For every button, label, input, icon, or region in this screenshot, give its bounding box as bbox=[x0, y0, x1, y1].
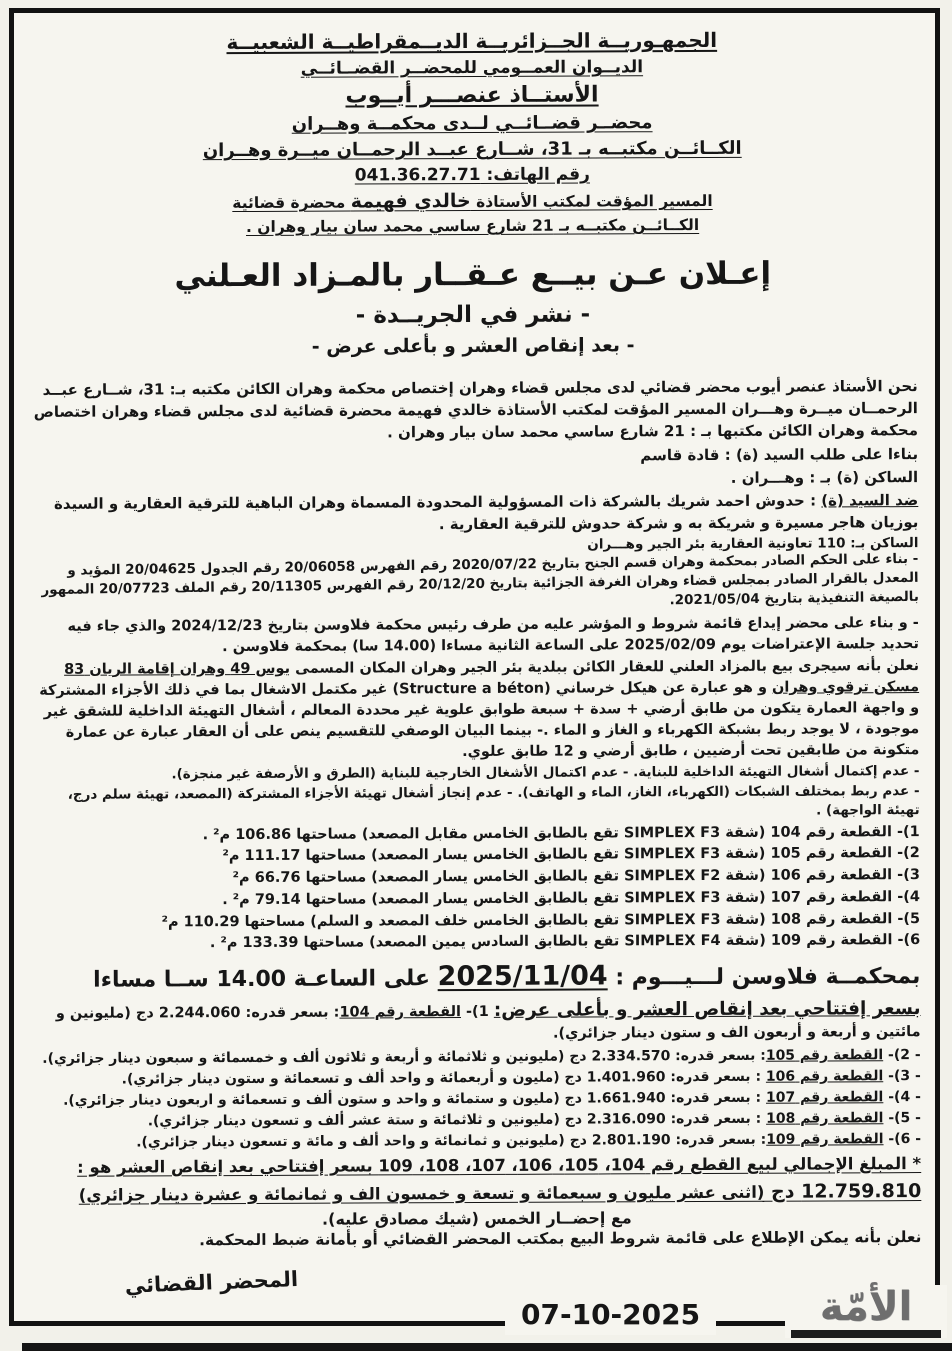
price-105-number: - 2)- bbox=[883, 1046, 921, 1064]
auction-court-date-line bbox=[31, 959, 920, 994]
total-amount-block bbox=[32, 1152, 921, 1209]
price-108-value: : بسعر قدره: 2.316.090 دج (مليونين و ثلاثمائة و ستة عشر ألف و تسعون دينار جزائري). bbox=[147, 1110, 767, 1130]
auction-date: 2025/11/04 bbox=[437, 960, 608, 993]
newspaper-logo bbox=[785, 1285, 947, 1338]
bring-fifth-line: مع إحضــار الخمس (شيك مصادق عليه). bbox=[321, 1208, 632, 1229]
manager-name: خالدي فهيمة bbox=[350, 190, 471, 213]
auction-time-suffix: ســا مساءا bbox=[93, 967, 217, 993]
auction-time-prefix: على الساعـة bbox=[285, 966, 438, 992]
auction-time: 14.00 bbox=[216, 966, 287, 993]
price-108-label: القطعة رقم 108 bbox=[766, 1110, 884, 1127]
total-amount-value: 12.759.810 دج bbox=[764, 1179, 922, 1203]
price-107-value: : بسعر قدره: 1.661.940 دج (مليون و ستمائة و واحد و ستون ألف و تسعمائة و اربعون دينار جزائري). bbox=[63, 1089, 767, 1109]
newspaper-logo-text: الأمّة bbox=[819, 1284, 913, 1330]
requester-line: بناءا على طلب السيد (ة) : قادة قاسم bbox=[640, 444, 919, 464]
total-amount-line bbox=[32, 1177, 921, 1209]
opening-price-paragraph bbox=[31, 995, 920, 1048]
temporary-manager-line bbox=[28, 188, 917, 214]
lot-item-105: 2)- القطعة رقم 105 (شقة SIMPLEX F3 تقع بالطابق الخامس يسار المصعد) مساحتها 111.17 م² bbox=[222, 845, 920, 865]
price-109-label: القطعة رقم 109 bbox=[766, 1131, 884, 1148]
notice-body bbox=[29, 375, 922, 1298]
letterhead bbox=[27, 27, 917, 237]
notice-border-frame bbox=[9, 8, 940, 1330]
notice-subtitle-discount: - بعد إنقاص العشر و بأعلى عرض - bbox=[311, 334, 635, 358]
condition-note-1: - عدم إكتمال أشغال التهيئة الداخلية للبناية. - عدم اكتمال الأشغال الخارجية للبناية (الطرق و الأرصفة غير منجزة). bbox=[171, 763, 920, 783]
lots-list bbox=[31, 822, 921, 956]
adjacent-frame-edge bbox=[22, 1343, 952, 1351]
requester-residence-line: الساكن (ة) بـ : وهـــران . bbox=[730, 467, 919, 487]
price-106-value: : بسعر قدره: 1.401.960 دج (مليون و أربعمائة و واحد ألف و تسعمائة و ستون دينار جزائري). bbox=[121, 1068, 766, 1088]
consult-conditions-line: نعلن بأنه يمكن الإطلاع على قائمة شروط البيع بمكتب المحضر القضائي أو بأمانة ضبط المحكمة. bbox=[199, 1228, 922, 1250]
bailiff-role: محضــر قضــائــي لــدى محكمــة وهــران bbox=[291, 112, 653, 135]
public-office-title: الديــوان العمــومي للمحضــر القضــائــي bbox=[300, 57, 644, 79]
notice-subtitle-published: - نشر في الجريــدة - bbox=[355, 301, 591, 329]
defendant-residence-line: الساكن بـ: 110 تعاونية العقارية بئر الجير وهـــران bbox=[587, 535, 919, 553]
newspaper-logo-tagline-strip bbox=[791, 1330, 941, 1338]
bailiff-name: الأستــاذ عنصـــر أيــوب bbox=[345, 82, 599, 109]
price-106-number: - 3)- bbox=[883, 1067, 921, 1085]
price-104-label: القطعة رقم 104 bbox=[339, 1004, 462, 1021]
intro-paragraph: نحن الأستاذ عنصر أيوب محضر قضائي لدى مجلس قضاء وهران إختصاص محكمة وهران الكائن مكتبه بـ: 31، شــارع عبــد الرحمــان ميــرة وهـــران المسير المؤقت لمكتب الأستاذة خالدي فهيمة محضرة قضائية لدى مجلس قضاء وهران اختصاص محكمة وهران الكائن مكتبها بـ : 21 شارع ساسي محمد سان بيار وهران . bbox=[33, 377, 919, 442]
notice-title: إعـلان عـن بيــع عـقــار بالمـزاد العـلني bbox=[174, 255, 772, 295]
defendant-label: ضد السيد (ة) bbox=[821, 490, 919, 510]
bailiff-signature: المحضر القضائي bbox=[124, 1267, 299, 1298]
office-address: الكــائــن مكتبــه بـ 31، شــارع عبــد الرحمــان ميــرة وهــران bbox=[202, 137, 742, 162]
price-105-label: القطعة رقم 105 bbox=[765, 1047, 884, 1064]
lot-item-108: 5)- القطعة رقم 108 (شقة SIMPLEX F3 تقع بالطابق الخامس خلف المصعد و السلم) مساحتها 110.29 م² bbox=[161, 910, 921, 930]
second-office-address: الكــائــن مكتبــه بـ 21 شارع ساسي محمد سان بيار وهران . bbox=[245, 216, 700, 236]
phone-number: رقم الهاتف: 041.36.27.71 bbox=[354, 164, 590, 186]
deposit-paragraph: - و بناء على محضر إيداع قائمة شروط و المؤشر عليه من طرف رئيس محكمة فلاوسن بتاريخ 2024/12/23 والذي جاء فيه تحديد جلسة الإعتراضات يوم 2025/02/09 على الساعة الثانية مساءا (14.00 سا) بمحكمة فلاوسن . bbox=[67, 614, 919, 656]
republic-title: الجمهـوريــة الجــزائريــة الديــمقراطيــة الشعبيــة bbox=[226, 27, 718, 55]
lot-item-109: 6)- القطعة رقم 109 (شقة SIMPLEX F4 تقع بالطابق السادس يمين المصعد) مساحتها 133.39 م² . bbox=[209, 932, 921, 952]
price-107-label: القطعة رقم 107 bbox=[765, 1089, 884, 1106]
property-description: و هو عبارة عن هيكل خرساني (Structure a béton) غير مكتمل الاشغال بما في ذلك الأجزاء المشتركة و واجهة العمارة يتكون من طابق أرضي + سدة + سبعة طوابق علوية غير محددة المعالم ، أشغال التهيئة الداخلية للشقق غير موجودة ، لا يوجد ربط بشبكة الكهرباء و الغاز و الماء .- بينما البيان الوصفي للتقسيم ينص على أن العقار عبارة عن عمارة متكونة من طابقين تحت أرضيين ، طابق أرضي و 12 طابق علوي. bbox=[39, 679, 920, 761]
price-item-109 bbox=[32, 1129, 921, 1154]
price-104-value: : بسعر قدره: 2.244.060 دج (مليونين و مائتين و أربعة و أربعون الف و ستون دينار جزائري). bbox=[55, 1004, 921, 1043]
lot-item-104: 1)- القطعة رقم 104 (شقة SIMPLEX F3 تقع بالطابق الخامس مقابل المصعد) مساحتها 106.86 م² . bbox=[202, 823, 920, 843]
defendant-text: : حدوش احمد شريك بالشركة ذات المسؤولية المحدودة المسماة وهران الباهية للترقية العقارية و السيدة بوزيان هاجر مسيرة و شريكة به و شركة حدوش للترقية العقارية . bbox=[53, 491, 919, 534]
total-amount-words: (اثنى عشر مليون و سبعمائة و تسعة و خمسون الف و ثمانمائة و عشرة دينار جزائري) bbox=[78, 1182, 765, 1205]
defendant-paragraph bbox=[29, 489, 918, 537]
price-107-number: - 4)- bbox=[883, 1088, 921, 1106]
judgment-paragraph: - بناء على الحكم الصادر بمحكمة وهران قسم الجنح بتاريخ 2020/07/22 رقم الفهرس 20/06058 رقم الجدول 20/04625 المؤيد و المعدل بالقرار الصادر بمجلس قضاء وهران الغرفة الجزائية بتاريخ 20/12/20 رقم الفهرس 20/11305 رقم الملف 20/07723 الممهور بالصيغة التنفيذية بتاريخ 2021/05/04. bbox=[41, 551, 919, 610]
lot-item-107: 4)- القطعة رقم 107 (شقة SIMPLEX F3 تقع بالطابق الخامس يسار المصعد) مساحتها 79.14 م² . bbox=[222, 888, 921, 908]
publication-date: 07-10-2025 bbox=[505, 1298, 716, 1335]
price-108-number: - 5)- bbox=[883, 1109, 922, 1127]
lot-item-106: 3)- القطعة رقم 106 (شقة SIMPLEX F2 تقع بالطابق الخامس يسار المصعد) مساحتها 66.76 م² bbox=[232, 867, 920, 887]
price-105-value: : بسعر قدره: 2.334.570 دج (مليونين و ثلاثمائة و أربعة و ثلاثون ألف و خمسمائة و سبعون دينار جزائري). bbox=[42, 1047, 766, 1067]
price-109-number: - 6)- bbox=[883, 1130, 922, 1148]
auction-court-prefix: بمحكمــة فلاوسن لـــيـــوم : bbox=[607, 964, 921, 991]
property-location: يوس 49 وهران إقامة الريان 83 مسكن ترقوي وهران bbox=[64, 660, 920, 696]
notice-content bbox=[11, 11, 938, 1323]
manager-line-suffix: محضرة قضائية bbox=[232, 193, 351, 213]
opening-price-label: بسعر إفتتاحي بعد إنقاص العشر و بأعلى عرض: bbox=[493, 998, 921, 1021]
price-104-number: 1)- bbox=[460, 1003, 494, 1021]
auction-announcement-paragraph bbox=[30, 656, 919, 765]
price-106-label: القطعة رقم 106 bbox=[765, 1068, 884, 1085]
price-109-value: : بسعر قدره: 2.801.190 دج (مليونين و ثمانمائة و واحد ألف و مائة و تسعون دينار جزائري). bbox=[136, 1131, 767, 1151]
title-block bbox=[28, 255, 917, 359]
property-intro: نعلن بأنه سيجرى بيع بالمزاد العلني للعقار الكائن ببلدية بئر الجير وهران المكان المسمى bbox=[290, 658, 920, 677]
total-amount-intro: * المبلغ الإجمالي لبيع القطع رقم 104، 105، 106، 107، 108، 109 بسعر إفتتاحي بعد إنقاص العشر هو : bbox=[77, 1153, 922, 1177]
condition-note-2: - عدم ربط بمختلف الشبكات (الكهرباء، الغاز، الماء و الهاتف). - عدم إنجاز أشغال تهيئة الأجزاء المشتركة (المصعد، تهيئة سلم درج، تهيئة الواجهة) . bbox=[67, 783, 920, 819]
manager-line-prefix: المسير المؤقت لمكتب الأستاذة bbox=[470, 191, 713, 212]
